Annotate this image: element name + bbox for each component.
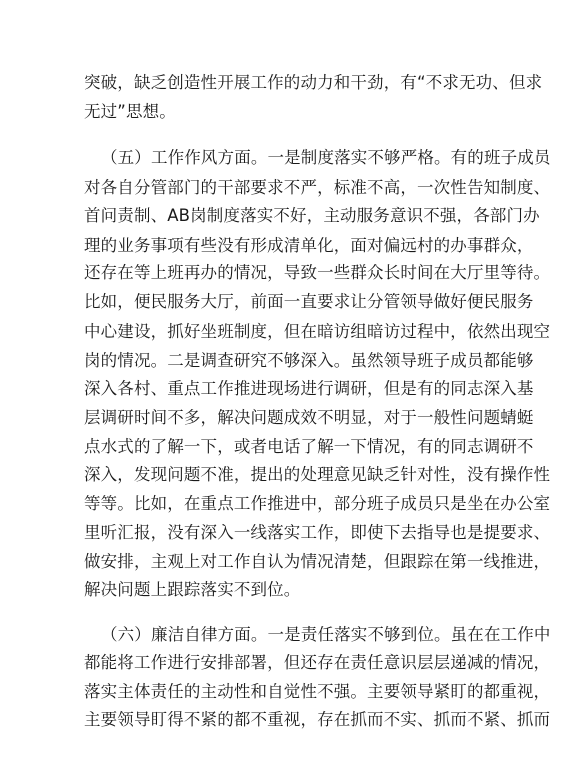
text-line: 都能将工作进行安排部署，但还存在责任意识层层递减的情况， — [84, 653, 551, 672]
text-line: 等等。比如，在重点工作推进中，部分班子成员只是坐在办公室 — [84, 494, 551, 513]
text-line: 对各自分管部门的干部要求不严，标准不高，一次性告知制度、 — [84, 178, 551, 197]
text-line: 突破，缺乏创造性开展工作的动力和干劲，有“不求无功、但求 — [84, 73, 543, 92]
text-line: 主要领导盯得不紧的都不重视，存在抓而不实、抓而不紧、抓而 — [84, 710, 551, 729]
text-line: 首问责制、AB岗制度落实不好，主动服务意识不强，各部门办 — [84, 206, 540, 225]
text-line: 深入，发现问题不准，提出的处理意见缺乏针对性，没有操作性 — [84, 465, 551, 484]
text-line: 还存在等上班再办的情况，导致一些群众长时间在大厅里等待。 — [84, 263, 551, 282]
text-line: 做安排，主观上对工作自认为情况清楚，但跟踪在第一线推进， — [84, 552, 551, 571]
text-line: 里听汇报，没有深入一线落实工作，即使下去指导也是提要求、 — [84, 523, 551, 542]
text-line: 解决问题上跟踪落实不到位。 — [84, 580, 301, 599]
text-line: 比如，便民服务大厅，前面一直要求让分管领导做好便民服务 — [84, 292, 534, 311]
text-line: 落实主体责任的主动性和自觉性不强。主要领导紧盯的都重视， — [84, 682, 551, 701]
text-line: （六）廉洁自律方面。一是责任落实不够到位。虽在在工作中 — [101, 625, 551, 644]
text-line: 点水式的了解一下，或者电话了解一下情况，有的同志调研不 — [84, 437, 534, 456]
text-line: 岗的情况。二是调查研究不够深入。虽然领导班子成员都能够 — [84, 351, 534, 370]
text-line: 深入各村、重点工作推进现场进行调研，但是有的同志深入基 — [84, 379, 534, 398]
text-line: （五）工作作风方面。一是制度落实不够严格。有的班子成员 — [101, 148, 551, 167]
text-line: 中心建设，抓好坐班制度，但在暗访组暗访过程中，依然出现空 — [84, 322, 551, 341]
text-line: 层调研时间不多，解决问题成效不明显，对于一般性问题蜻蜓 — [84, 408, 534, 427]
text-line: 无过”思想。 — [84, 102, 176, 121]
text-line: 理的业务事项有些没有形成清单化，面对偏远村的办事群众， — [84, 236, 534, 255]
